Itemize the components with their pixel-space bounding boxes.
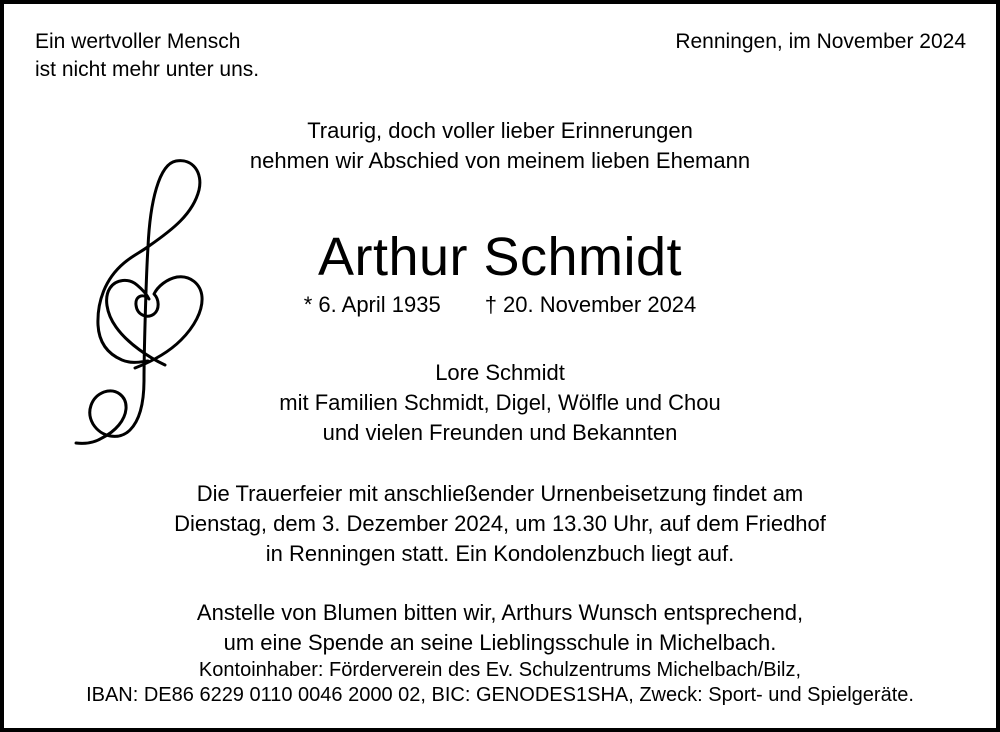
epitaph-line-2: ist nicht mehr unter uns.	[35, 58, 260, 81]
service-line-2: Dienstag, dem 3. Dezember 2024, um 13.30 Uhr, auf dem Friedhof	[174, 511, 826, 536]
epitaph-text	[35, 28, 259, 84]
bank-details: IBAN: DE86 6229 0110 0046 2000 02, BIC: GENODES1SHA, Zweck: Sport- und Spielgeräte.	[86, 684, 914, 706]
intro-line-2: nehmen wir Abschied von meinem lieben Ehemann	[249, 148, 751, 173]
service-line-3: in Renningen statt. Ein Kondolenzbuch liegt auf.	[265, 541, 735, 566]
notice-header	[4, 4, 996, 84]
place-dateline: Renningen, im November 2024	[675, 30, 966, 53]
donation-request	[4, 598, 996, 658]
service-details	[4, 479, 996, 569]
birth-date: * 6. April 1935	[303, 292, 441, 317]
death-date: † 20. November 2024	[484, 292, 697, 317]
deceased-name: Arthur Schmidt	[317, 227, 683, 287]
service-line-1: Die Trauerfeier mit anschließender Urnenbeisetzung findet am	[196, 481, 804, 506]
donation-line-2: um eine Spende an seine Lieblingsschule in Michelbach.	[223, 630, 777, 655]
mourners-line-1: Lore Schmidt	[435, 360, 565, 385]
intro-line-1: Traurig, doch voller lieber Erinnerungen	[307, 118, 693, 143]
mourners-line-3: und vielen Freunden und Bekannten	[322, 420, 678, 445]
donation-line-1: Anstelle von Blumen bitten wir, Arthurs Wunsch entsprechend,	[196, 600, 804, 625]
treble-clef-heart-icon	[62, 147, 214, 469]
account-holder: Kontoinhaber: Förderverein des Ev. Schulzentrums Michelbach/Bilz,	[198, 659, 802, 681]
mourners-line-2: mit Familien Schmidt, Digel, Wölfle und Chou	[279, 390, 721, 415]
epitaph-line-1: Ein wertvoller Mensch	[35, 30, 241, 53]
